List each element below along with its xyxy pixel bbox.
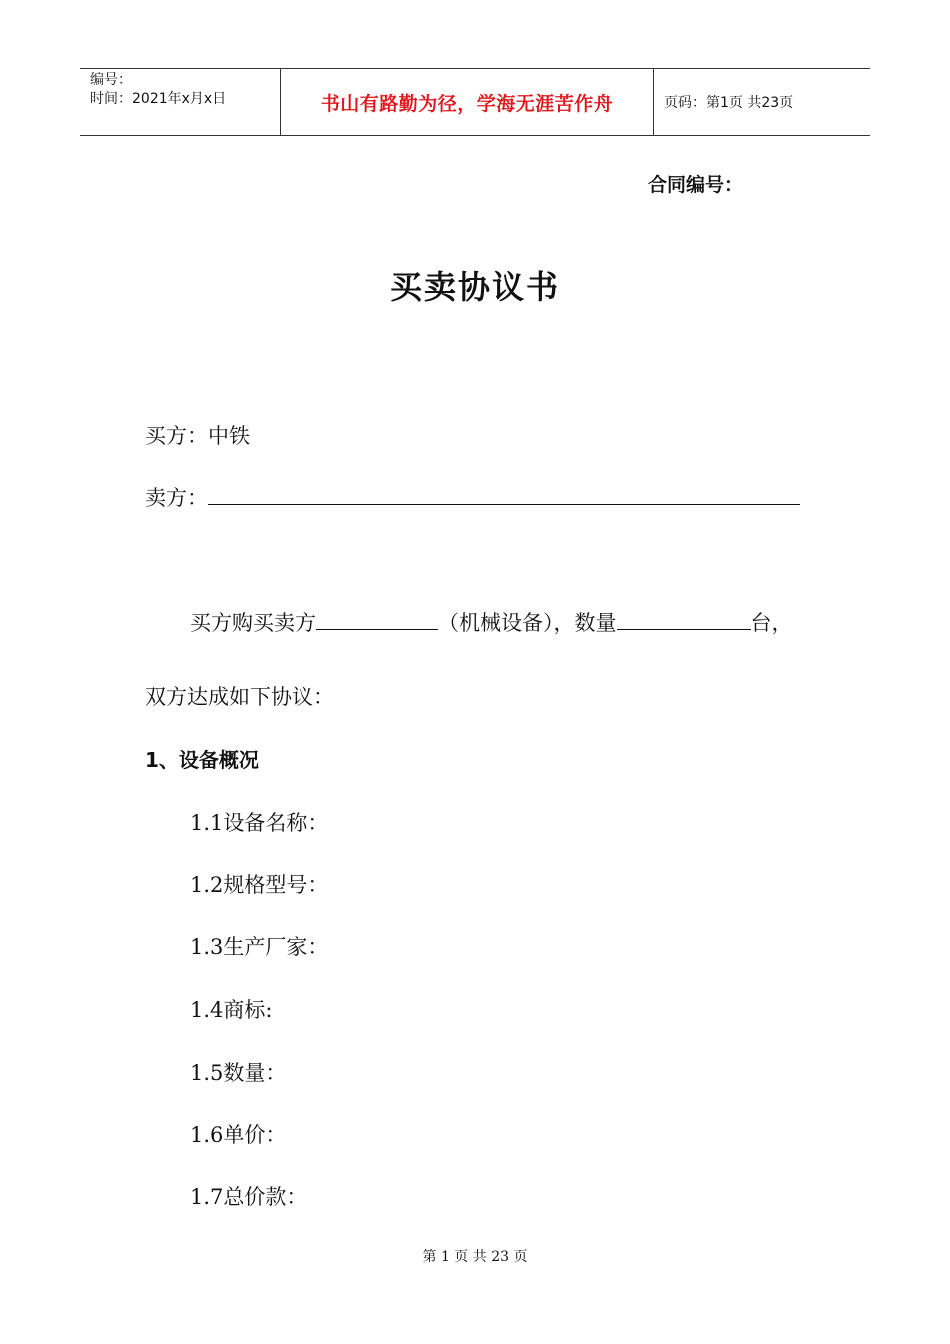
header-page-info: 页码：第1页 共23页 [664, 95, 794, 111]
section-1-heading: 1、设备概况 [145, 748, 259, 772]
item-trademark: 1.4商标: [190, 998, 273, 1022]
equipment-blank[interactable] [316, 607, 438, 630]
contract-number-label: 合同编号： [648, 174, 744, 196]
item-total-price: 1.7总价款： [190, 1185, 308, 1209]
purchase-middle: （机械设备），数量 [438, 611, 617, 635]
header-time-label: 时间：2021年x月x日 [90, 91, 227, 107]
purchase-prefix: 买方购买卖方 [190, 611, 316, 635]
quantity-blank[interactable] [617, 607, 751, 630]
page-header [80, 68, 870, 136]
header-number-label: 编号： [90, 72, 132, 88]
purchase-suffix: 台， [750, 611, 793, 635]
purchase-line [190, 607, 793, 637]
item-model: 1.2规格型号： [190, 873, 329, 897]
item-quantity: 1.5数量： [190, 1061, 287, 1085]
item-manufacturer: 1.3生产厂家： [190, 935, 329, 959]
item-equipment-name: 1.1设备名称： [190, 811, 329, 835]
item-unit-price: 1.6单价： [190, 1123, 287, 1147]
buyer-line: 买方：中铁 [145, 424, 250, 448]
page-footer: 第 1 页 共 23 页 [422, 1249, 528, 1265]
header-meta-cell [80, 69, 281, 135]
document-title: 买卖协议书 [389, 268, 560, 306]
seller-label: 卖方： [145, 486, 208, 510]
agreement-line: 双方达成如下协议： [145, 685, 334, 709]
seller-blank[interactable] [208, 482, 800, 505]
header-motto: 书山有路勤为径，学海无涯苦作舟 [281, 69, 654, 135]
seller-line [145, 482, 800, 512]
